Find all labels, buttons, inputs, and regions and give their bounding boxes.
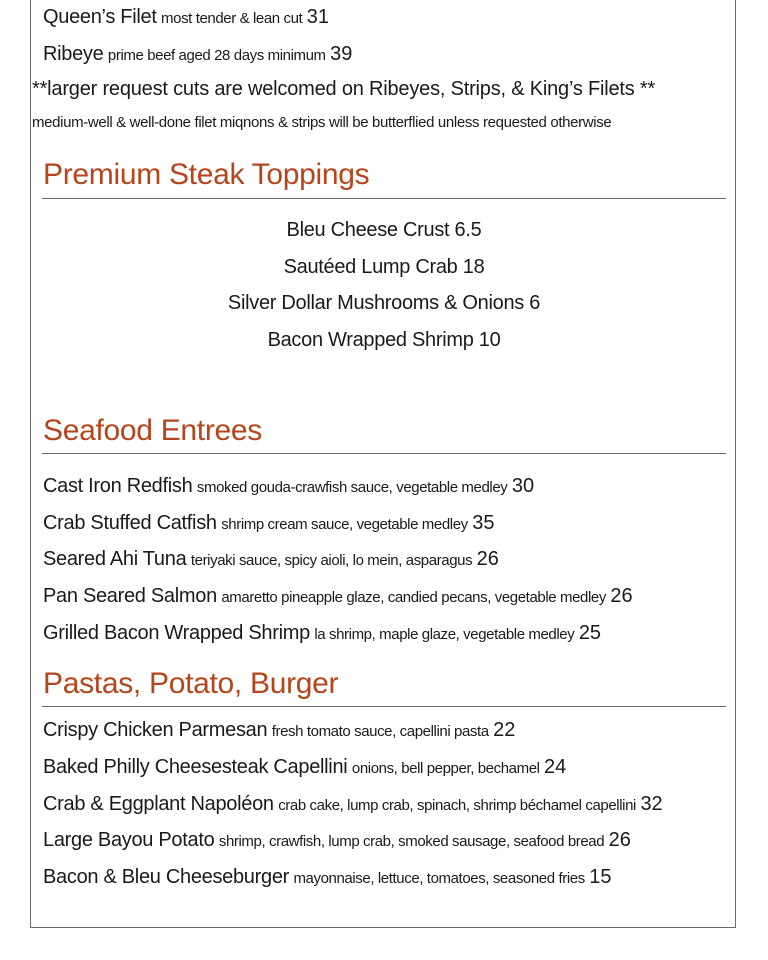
menu-item (43, 756, 566, 779)
item-name: Pan Seared Salmon (43, 585, 217, 607)
menu-item (43, 719, 515, 742)
menu-item (43, 475, 534, 498)
item-price: 26 (476, 548, 499, 570)
item-description: amaretto pineapple glaze, candied pecans, vegetable medley (221, 589, 606, 606)
item-description: fresh tomato sauce, capellini pasta (271, 723, 489, 740)
item-price: 39 (330, 43, 353, 65)
item-price: 35 (472, 512, 495, 534)
item-price: 32 (640, 793, 663, 815)
item-description: smoked gouda-crawfish sauce, vegetable medley (196, 479, 508, 496)
item-name: Crispy Chicken Parmesan (43, 719, 268, 741)
item-description: la shrimp, maple glaze, vegetable medley (314, 626, 575, 643)
item-name: Grilled Bacon Wrapped Shrimp (43, 622, 310, 644)
menu-item (43, 512, 494, 535)
item-description: crab cake, lump crab, spinach, shrimp béchamel capellini (278, 797, 636, 814)
topping-item: Sautéed Lump Crab 18 (283, 256, 485, 278)
menu-item (43, 585, 633, 608)
item-description: teriyaki sauce, spicy aioli, lo mein, asparagus (190, 552, 473, 569)
topping-item: Bacon Wrapped Shrimp 10 (267, 329, 501, 351)
item-name: Large Bayou Potato (43, 829, 215, 851)
item-name: Queen’s Filet (43, 6, 157, 28)
item-description: shrimp cream sauce, vegetable medley (221, 516, 468, 533)
item-price: 26 (610, 585, 633, 607)
section-divider (42, 198, 726, 199)
section-title-toppings: Premium Steak Toppings (43, 158, 370, 191)
item-price: 24 (544, 756, 567, 778)
item-price: 26 (608, 829, 631, 851)
item-price: 25 (578, 622, 602, 644)
menu-item (43, 548, 499, 571)
menu-item (43, 622, 601, 645)
topping-item: Silver Dollar Mushrooms & Onions 6 (227, 292, 541, 314)
item-description: shrimp, crawfish, lump crab, smoked sausage, seafood bread (218, 833, 605, 850)
item-description: most tender & lean cut (161, 10, 303, 27)
item-name: Seared Ahi Tuna (43, 548, 187, 570)
section-divider (42, 706, 726, 707)
item-name: Baked Philly Cheesesteak Capellini (43, 756, 348, 778)
item-price: 31 (306, 6, 330, 28)
topping-item: Bleu Cheese Crust 6.5 (286, 219, 482, 241)
item-price: 30 (511, 475, 535, 497)
item-name: Cast Iron Redfish (43, 475, 193, 497)
item-name: Crab & Eggplant Napoléon (43, 793, 274, 815)
menu-item-queens-filet (43, 6, 329, 29)
menu-item-ribeye (43, 43, 352, 66)
menu-item (43, 866, 612, 889)
item-description: onions, bell pepper, bechamel (351, 760, 540, 777)
butterfly-note: medium-well & well-done filet miqnons & strips will be butterflied unless requested otherwise (32, 114, 612, 131)
section-title-seafood: Seafood Entrees (43, 414, 262, 447)
menu-page-border (30, 0, 736, 928)
item-name: Ribeye (43, 43, 104, 65)
item-name: Bacon & Bleu Cheeseburger (43, 866, 289, 888)
section-title-pastas: Pastas, Potato, Burger (43, 667, 339, 700)
item-price: 15 (589, 866, 612, 888)
item-price: 22 (493, 719, 516, 741)
item-description: prime beef aged 28 days minimum (107, 47, 326, 64)
menu-item (43, 829, 631, 852)
menu-item (43, 793, 663, 816)
item-description: mayonnaise, lettuce, tomatoes, seasoned fries (293, 870, 585, 887)
item-name: Crab Stuffed Catfish (43, 512, 217, 534)
larger-cuts-note: **larger request cuts are welcomed on Ribeyes, Strips, & King’s Filets ** (32, 78, 656, 100)
section-divider (42, 453, 726, 454)
